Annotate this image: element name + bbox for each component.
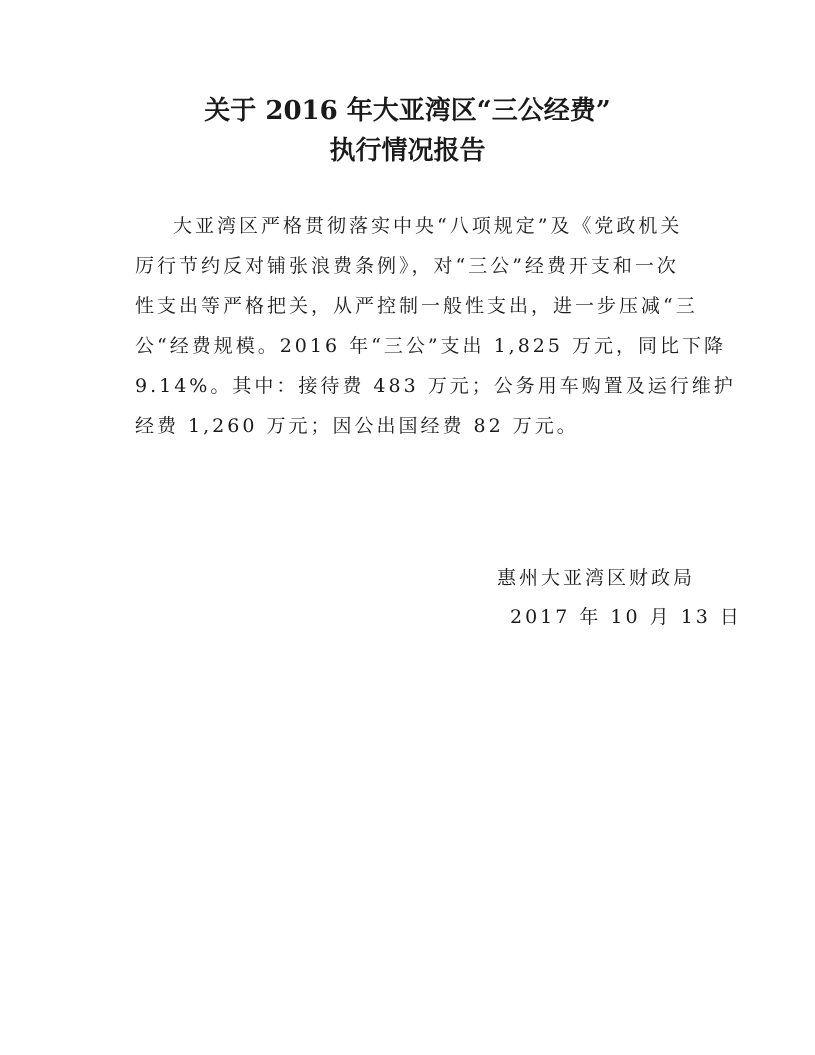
body-line-5: 9.14%。其中：接待费 483 万元；公务用车购置及运行维护 bbox=[135, 375, 736, 397]
body-line-4: 公“经费规模。2016 年“三公”支出 1,825 万元，同比下降 bbox=[135, 335, 727, 357]
signature-organization: 惠州大亚湾区财政局 bbox=[497, 567, 696, 589]
signature-date: 2017 年 10 月 13 日 bbox=[510, 606, 742, 628]
body-line-3: 性支出等严格把关，从严控制一般性支出，进一步压减“三 bbox=[135, 295, 698, 317]
body-line-6: 经费 1,260 万元；因公出国经费 82 万元。 bbox=[135, 415, 579, 437]
body-line-1: 大亚湾区严格贯彻落实中央“八项规定”及《党政机关 bbox=[173, 215, 683, 237]
body-line-2: 厉行节约反对铺张浪费条例》，对“三公”经费开支和一次 bbox=[135, 255, 679, 277]
document-body bbox=[135, 206, 736, 446]
document-title-line-1: 关于 2016 年大亚湾区“三公经费” bbox=[204, 96, 611, 126]
document-title-line-2: 执行情况报告 bbox=[329, 136, 486, 166]
